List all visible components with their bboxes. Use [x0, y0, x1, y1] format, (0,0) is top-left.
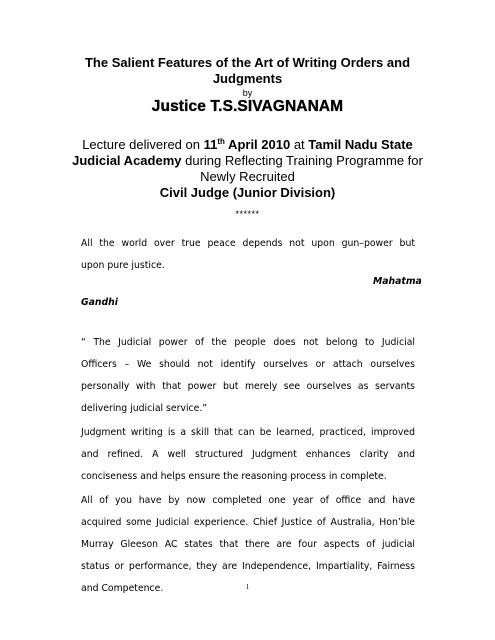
lecture-line-3: Newly Recruited	[200, 169, 295, 184]
section-separator: ******	[235, 209, 260, 219]
paragraph-line: acquired some Judicial experience. Chief Justice of Australia, Hon’ble	[81, 517, 415, 528]
paragraph-line: and refined. A well structured Judgment enhances clarity and	[81, 449, 415, 460]
paragraph-line: Officers – We should not identify ourselves or attach ourselves	[81, 359, 415, 370]
civil-judge-heading: Civil Judge (Junior Division)	[159, 185, 336, 200]
paragraph-line: delivering judicial service.”	[81, 403, 208, 414]
author-name: Justice T.S.SIVAGNANAM	[151, 98, 344, 115]
gandhi-quote	[81, 233, 415, 277]
paragraph-judicial-power	[81, 332, 415, 420]
paragraph-line: status or performance, they are Independence, Impartiality, Fairness	[81, 561, 415, 572]
paragraph-line: “ The Judicial power of the people does not belong to Judicial	[81, 337, 415, 348]
quote-attribution-first: Mahatma	[373, 276, 422, 287]
quote-attribution-last: Gandhi	[81, 297, 118, 308]
by-label: by	[242, 88, 253, 98]
page-number: 1	[245, 583, 250, 591]
paragraph-line: conciseness and helps ensure the reasoning process in complete.	[81, 471, 387, 482]
quote-line-1: All the world over true peace depends not upon gun–power but	[81, 238, 415, 249]
paragraph-line: and Competence.	[81, 583, 164, 594]
document-title	[0, 55, 495, 87]
paragraph-judgment-writing	[81, 422, 415, 488]
quote-line-2: upon pure justice.	[81, 260, 165, 271]
title-line-2: Judgments	[212, 71, 283, 86]
lecture-info	[0, 137, 495, 185]
paragraph-line: All of you have by now completed one year of office and have	[81, 495, 415, 506]
lecture-line-2: Judicial Academy during Reflecting Training Programme for	[72, 153, 423, 168]
title-line-1: The Salient Features of the Art of Writing Orders and	[84, 55, 411, 70]
paragraph-line: Murray Gleeson AC states that there are four aspects of judicial	[81, 539, 415, 550]
paragraph-line: personally with that power but merely see ourselves as servants	[81, 381, 415, 392]
lecture-line-1: Lecture delivered on 11th April 2010 at Tamil Nadu State	[82, 137, 413, 152]
paragraph-line: Judgment writing is a skill that can be learned, practiced, improved	[81, 427, 415, 438]
